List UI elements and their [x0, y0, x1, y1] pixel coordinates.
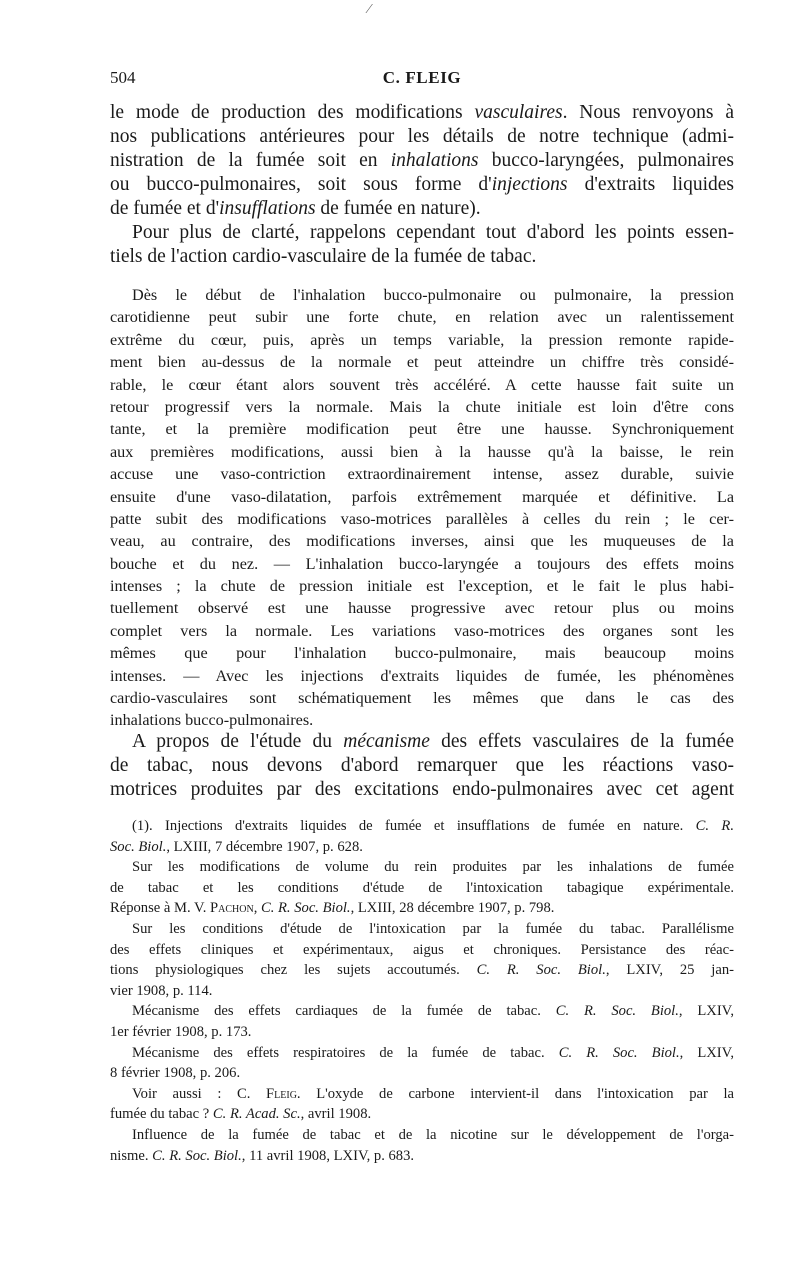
- text-line: tiels de l'action cardio-vasculaire de la fumée de tabac.: [110, 246, 537, 267]
- text-line: retour progressif vers la normale. Mais la chute initiale est loin d'être cons: [110, 397, 734, 416]
- text-line: nisme. C. R. Soc. Biol., 11 avril 1908, LXIV, p. 683.: [110, 1147, 415, 1164]
- italic-text: C. R. Soc. Biol.: [476, 962, 606, 979]
- text-line: patte subit des modifications vaso-motrices parallèles à celles du rein ; le cer-: [110, 509, 734, 528]
- running-head: C. FLEIG: [382, 68, 462, 87]
- italic-text: C. R. Soc. Biol.: [152, 1147, 242, 1164]
- mechanism-paragraph: [110, 730, 734, 802]
- small-caps-name: Pachon: [210, 900, 254, 917]
- text-line: nos publications antérieures pour les détails de notre technique (admi-: [110, 126, 734, 147]
- text-line: Voir aussi : C. Fleig. L'oxyde de carbone intervient-il dans l'intoxication par la: [132, 1085, 734, 1102]
- summary-paragraph: [110, 284, 734, 732]
- italic-text: Soc. Biol.: [110, 838, 167, 855]
- text-line: aux premières modifications, aussi bien à la hausse qu'à la baisse, le rein: [110, 442, 734, 461]
- text-line: A propos de l'étude du mécanisme des effets vasculaires de la fumée: [132, 731, 734, 752]
- text-line: inhalations bucco-pulmonaires.: [110, 711, 314, 730]
- text-line: tions physiologiques chez les sujets accoutumés. C. R. Soc. Biol., LXIV, 25 jan-: [110, 962, 734, 979]
- text-line: complet vers la normale. Les variations vaso-motrices des organes sont les: [110, 621, 734, 640]
- text-line: le mode de production des modifications vasculaires. Nous renvoyons à: [110, 102, 734, 123]
- text-line: de tabac, nous devons d'abord remarquer que les réactions vaso-: [110, 755, 734, 776]
- text-line: Sur les modifications de volume du rein produites par les inhalations de fumée: [132, 859, 734, 876]
- text-line: veau, au contraire, des modifications inverses, ainsi que les muqueuses de la: [110, 532, 734, 551]
- text-line: Pour plus de clarté, rappelons cependant tout d'abord les points essen-: [132, 222, 734, 243]
- text-line: ment bien au-dessus de la normale et peut atteindre un chiffre très considé-: [110, 353, 734, 372]
- text-line: Influence de la fumée de tabac et de la nicotine sur le développement de l'orga-: [132, 1126, 734, 1143]
- page-header: [110, 68, 734, 92]
- footnotes: [110, 816, 734, 1166]
- text-line: nistration de la fumée soit en inhalations bucco-laryngées, pulmonaires: [110, 150, 734, 171]
- text-line: mêmes que pour l'inhalation bucco-pulmonaire, mais beaucoup moins: [110, 644, 734, 663]
- text-line: carotidienne peut subir une forte chute, en relation avec un ralentissement: [110, 308, 734, 327]
- italic-text: insufflations: [219, 198, 316, 219]
- page-number: 504: [110, 68, 136, 87]
- italic-text: vasculaires: [474, 102, 563, 123]
- text-line: tuellement observé est une hausse progressive avec retour plus ou moins: [110, 599, 734, 618]
- text-line: 8 février 1908, p. 206.: [110, 1065, 241, 1082]
- text-line: accuse une vaso-contriction extraordinairement intense, assez durable, suivie: [110, 465, 734, 484]
- text-line: Soc. Biol., LXIII, 7 décembre 1907, p. 628.: [110, 838, 363, 855]
- text-line: vier 1908, p. 114.: [110, 982, 213, 999]
- text-line: intenses ; la chute de pression initiale est l'exception, et le fait le plus habi-: [110, 577, 734, 596]
- text-line: des effets cliniques et expérimentaux, aigus et chroniques. Persistance des réac-: [110, 941, 734, 958]
- italic-text: mécanisme: [343, 731, 430, 752]
- italic-text: C. R.: [695, 818, 734, 834]
- text-line: (1). Injections d'extraits liquides de fumée et insufflations de fumée en nature. C. R.: [132, 818, 734, 834]
- text-line: bouche et du nez. — L'inhalation bucco-laryngée a toujours des effets moins: [110, 554, 734, 573]
- italic-text: C. R. Acad. Sc.: [212, 1106, 301, 1123]
- text-line: fumée du tabac ? C. R. Acad. Sc., avril 1908.: [110, 1106, 372, 1123]
- text-line: de fumée et d'insufflations de fumée en nature).: [110, 198, 481, 219]
- text-line: tante, et la première modification peut être une hausse. Synchroniquement: [110, 420, 734, 439]
- text-line: Sur les conditions d'étude de l'intoxication par la fumée du tabac. Parallélisme: [132, 920, 734, 937]
- text-line: Mécanisme des effets cardiaques de la fumée de tabac. C. R. Soc. Biol., LXIV,: [132, 1003, 734, 1020]
- text-line: Mécanisme des effets respiratoires de la fumée de tabac. C. R. Soc. Biol., LXIV,: [132, 1044, 734, 1061]
- text-line: cardio-vasculaires sont schématiquement les mêmes que dans le cas des: [110, 689, 734, 708]
- text-line: motrices produites par des excitations endo-pulmonaires avec cet agent: [110, 779, 734, 800]
- small-caps-name: Fleig: [266, 1085, 297, 1102]
- italic-text: inhalations: [390, 150, 479, 171]
- text-line: ou bucco-pulmonaires, soit sous forme d'injections d'extraits liquides: [110, 174, 735, 195]
- text-line: ensuite d'une vaso-dilatation, parfois extrêmement marquée et définitive. La: [110, 487, 734, 506]
- intro-paragraphs: [110, 101, 734, 269]
- italic-text: C. R. Soc. Biol.: [558, 1044, 680, 1061]
- text-line: 1er février 1908, p. 173.: [110, 1023, 252, 1040]
- text-line: Dès le début de l'inhalation bucco-pulmonaire ou pulmonaire, la pression: [132, 286, 734, 304]
- text-line: extrême du cœur, puis, après un temps variable, la pression remonte rapide-: [110, 330, 734, 349]
- italic-text: C. R. Soc. Biol.: [555, 1003, 679, 1020]
- text-line: intenses. — Avec les injections d'extraits liquides de fumée, les phénomènes: [110, 666, 734, 685]
- text-line: de tabac et les conditions d'étude de l'intoxication tabagique expérimentale.: [110, 879, 734, 896]
- italic-text: injections: [491, 174, 568, 195]
- text-line: Réponse à M. V. Pachon, C. R. Soc. Biol., LXIII, 28 décembre 1907, p. 798.: [110, 900, 555, 917]
- top-mark: ⁄: [368, 2, 371, 17]
- italic-text: C. R. Soc. Biol.: [260, 900, 351, 917]
- text-line: rable, le cœur étant alors souvent très accéléré. A cette hausse fait suite un: [110, 375, 734, 394]
